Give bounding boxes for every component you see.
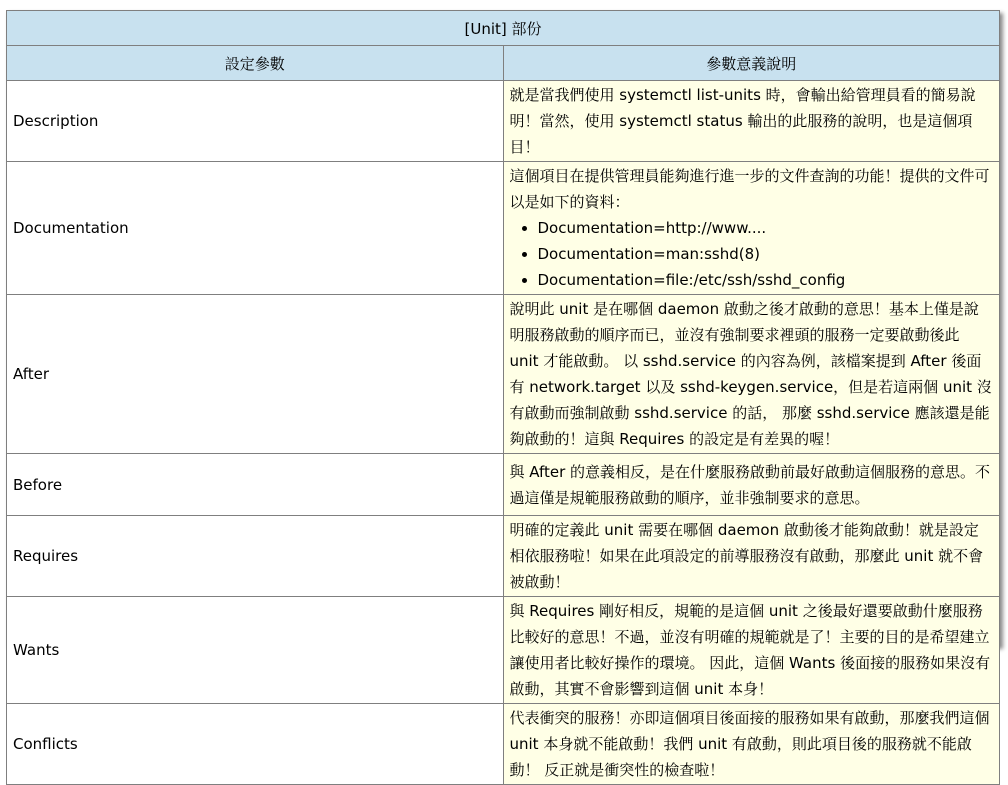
table-row xyxy=(7,516,1000,597)
column-header-param: 設定參數 xyxy=(7,46,504,81)
list-item: • Documentation=file:/etc/ssh/sshd_config xyxy=(538,267,994,293)
description-cell: 與 After 的意義相反，是在什麼服務啟動前最好啟動這個服務的意思。不過這僅是規範服務啟動的順序，並非強制要求的意思。 xyxy=(503,454,1000,516)
param-cell: Wants xyxy=(7,597,504,704)
param-cell: Requires xyxy=(7,516,504,597)
list-item: • Documentation=man:sshd(8) xyxy=(538,241,994,267)
table-row xyxy=(7,162,1000,295)
param-cell: Conflicts xyxy=(7,704,504,785)
column-header-description: 參數意義說明 xyxy=(503,46,1000,81)
table-row xyxy=(7,81,1000,162)
description-cell: 說明此 unit 是在哪個 daemon 啟動之後才啟動的意思！基本上僅是說明服務啟動的順序而已，並沒有強制要求裡頭的服務一定要啟動後此 unit 才能啟動。 以 sshd.service 的內容為例，該檔案提到 After 後面有 network.target 以及 sshd-keygen.service，但是若這兩個 unit 沒有啟動而強制啟動 sshd.service 的話， 那麼 sshd.service 應該還是能夠啟動的！這與 Requires 的設定是有差異的喔！ xyxy=(503,295,1000,454)
table-title: [Unit] 部份 xyxy=(7,11,1000,46)
description-cell: 代表衝突的服務！亦即這個項目後面接的服務如果有啟動，那麼我們這個 unit 本身就不能啟動！我們 unit 有啟動，則此項目後的服務就不能啟動！ 反正就是衝突性的檢查啦！ xyxy=(503,704,1000,785)
param-cell: Documentation xyxy=(7,162,504,295)
table-row xyxy=(7,597,1000,704)
table-header-row xyxy=(7,46,1000,81)
table-row xyxy=(7,454,1000,516)
documentation-list xyxy=(510,215,994,293)
table-title-row xyxy=(7,11,1000,46)
description-cell: 明確的定義此 unit 需要在哪個 daemon 啟動後才能夠啟動！就是設定相依服務啦！如果在此項設定的前導服務沒有啟動，那麼此 unit 就不會被啟動！ xyxy=(503,516,1000,597)
param-cell: Before xyxy=(7,454,504,516)
param-cell: Description xyxy=(7,81,504,162)
description-cell: 與 Requires 剛好相反，規範的是這個 unit 之後最好還要啟動什麼服務比較好的意思！不過，並沒有明確的規範就是了！主要的目的是希望建立讓使用者比較好操作的環境。 因此，這個 Wants 後面接的服務如果沒有啟動，其實不會影響到這個 unit 本身！ xyxy=(503,597,1000,704)
table-row xyxy=(7,295,1000,454)
list-item: • Documentation=http://www.... xyxy=(538,215,994,241)
description-cell: 就是當我們使用 systemctl list-units 時，會輸出給管理員看的簡易說明！當然，使用 systemctl status 輸出的此服務的說明，也是這個項目！ xyxy=(503,81,1000,162)
description-text: 這個項目在提供管理員能夠進行進一步的文件查詢的功能！提供的文件可以是如下的資料： xyxy=(509,167,990,211)
unit-table-container xyxy=(6,10,1000,779)
description-cell xyxy=(503,162,1000,295)
unit-settings-table xyxy=(6,10,1000,785)
param-cell: After xyxy=(7,295,504,454)
table-row xyxy=(7,704,1000,785)
